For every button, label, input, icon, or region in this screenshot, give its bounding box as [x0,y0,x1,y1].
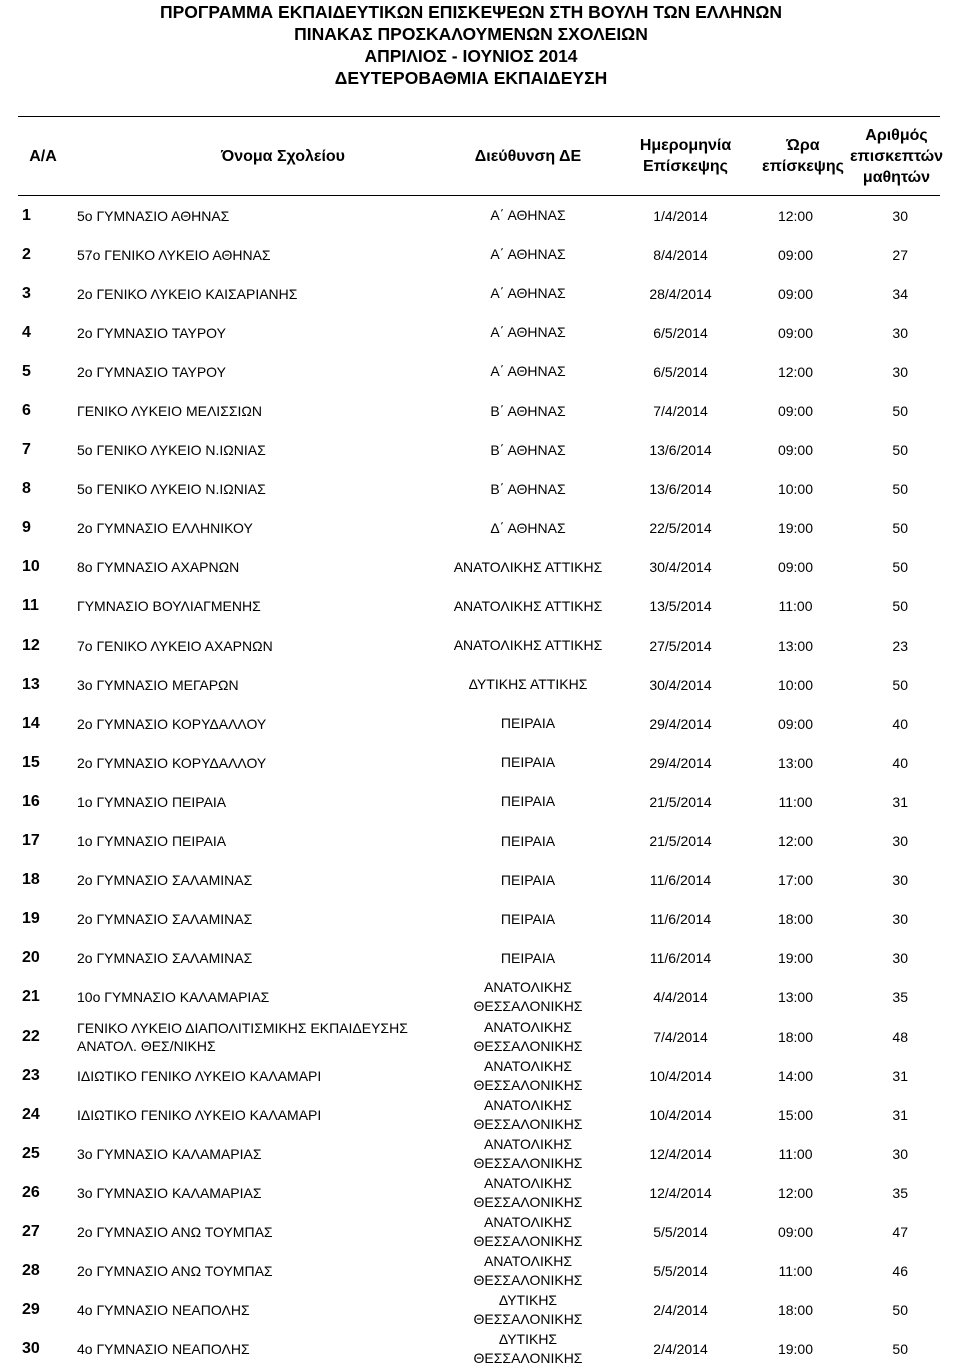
row-number: 18 [22,871,40,889]
school-name: 2ο ΓΥΜΝΑΣΙΟ ΕΛΛΗΝΙΚΟΥ [77,520,253,537]
table-row [18,1330,940,1369]
visit-date: 2/4/2014 [653,1302,708,1319]
table-row [18,431,940,470]
visit-date: 10/4/2014 [649,1106,712,1123]
student-count: 31 [892,793,908,810]
visit-date: 21/5/2014 [649,793,712,810]
school-name: 4ο ΓΥΜΝΑΣΙΟ ΝΕΑΠΟΛΗΣ [77,1341,250,1358]
row-number: 10 [22,558,40,576]
school-name: 1ο ΓΥΜΝΑΣΙΟ ΠΕΙΡΑΙΑ [77,833,227,850]
visit-date: 21/5/2014 [649,833,712,850]
visit-date: 13/5/2014 [649,598,712,615]
visit-time: 12:00 [777,363,814,380]
directorate: Α΄ ΑΘΗΝΑΣ [490,324,566,341]
student-count: 50 [892,403,908,420]
visit-date: 13/6/2014 [649,442,712,459]
school-name: 3ο ΓΥΜΝΑΣΙΟ ΚΑΛΑΜΑΡΙΑΣ [77,1145,262,1162]
row-number: 20 [22,949,40,967]
visit-time: 13:00 [777,754,814,771]
visit-date: 7/4/2014 [653,1028,708,1045]
visit-date: 29/4/2014 [649,754,712,771]
row-number: 16 [22,792,40,810]
visit-date: 27/5/2014 [649,637,712,654]
visit-time: 12:00 [777,207,814,224]
directorate: Δ΄ ΑΘΗΝΑΣ [490,519,566,536]
school-name: 5ο ΓΕΝΙΚΟ ΛΥΚΕΙΟ Ν.ΙΩΝΙΑΣ [77,481,266,498]
table-row [18,1095,940,1134]
visit-time: 18:00 [777,1302,814,1319]
row-number: 8 [22,480,31,498]
row-number: 15 [22,753,40,771]
table-row [18,822,940,861]
school-name: 57ο ΓΕΝΙΚΟ ΛΥΚΕΙΟ ΑΘΗΝΑΣ [77,246,271,263]
row-number: 26 [22,1183,40,1201]
directorate: ΔΥΤΙΚΗΣ ΘΕΣΣΑΛΟΝΙΚΗΣ [473,1331,583,1367]
table-row [18,196,940,235]
visit-date: 12/4/2014 [649,1145,712,1162]
directorate: ΠΕΙΡΑΙΑ [500,793,556,810]
row-number: 4 [22,323,31,341]
table-row [18,861,940,900]
visit-time: 17:00 [777,872,814,889]
school-name: 2ο ΓΥΜΝΑΣΙΟ ΚΟΡΥΔΑΛΛΟΥ [77,754,267,771]
table-row [18,352,940,391]
visit-date: 1/4/2014 [653,207,708,224]
column-header-visitors: Αριθμός επισκεπτών μαθητών [849,126,944,186]
row-number: 5 [22,362,31,380]
visit-date: 12/4/2014 [649,1184,712,1201]
directorate: Β΄ ΑΘΗΝΑΣ [490,480,566,497]
subtitle-line: ΠΙΝΑΚΑΣ ΠΡΟΣΚΑΛΟΥΜΕΝΩΝ ΣΧΟΛΕΙΩΝ [294,24,648,44]
visit-date: 7/4/2014 [653,403,708,420]
row-number: 27 [22,1222,40,1240]
visit-date: 28/4/2014 [649,285,712,302]
visit-time: 13:00 [777,637,814,654]
visit-time: 09:00 [777,285,814,302]
visit-time: 09:00 [777,1223,814,1240]
student-count: 30 [892,1145,908,1162]
student-count: 31 [892,1067,908,1084]
school-name: 5ο ΓΥΜΝΑΣΙΟ ΑΘΗΝΑΣ [77,207,230,224]
student-count: 34 [892,285,908,302]
directorate: ΑΝΑΤΟΛΙΚΗΣ ΘΕΣΣΑΛΟΝΙΚΗΣ [473,1253,583,1289]
school-name: 2ο ΓΥΜΝΑΣΙΟ ΤΑΥΡΟΥ [77,363,226,380]
directorate: ΔΥΤΙΚΗΣ ΑΤΤΙΚΗΣ [468,676,588,693]
table-row [18,1212,940,1251]
table-row [18,743,940,782]
visit-time: 18:00 [777,1028,814,1045]
school-name: 8ο ΓΥΜΝΑΣΙΟ ΑΧΑΡΝΩΝ [77,559,240,576]
table-row [18,665,940,704]
table-row [18,391,940,430]
row-number: 2 [22,245,31,263]
student-count: 30 [892,950,908,967]
student-count: 46 [892,1263,908,1280]
table-row [18,470,940,509]
student-count: 50 [892,1302,908,1319]
row-number: 7 [22,441,31,459]
visit-date: 6/5/2014 [653,363,708,380]
school-name: ΓΕΝΙΚΟ ΛΥΚΕΙΟ ΔΙΑΠΟΛΙΤΙΣΜΙΚΗΣ ΕΚΠΑΙΔΕΥΣΗΣ ΑΝΑΤΟΛ. ΘΕΣ/ΝΙΚΗΣ [77,1019,408,1054]
school-name: ΙΔΙΩΤΙΚΟ ΓΕΝΙΚΟ ΛΥΚΕΙΟ ΚΑΛΑΜΑΡΙ [77,1067,322,1084]
school-name: 2ο ΓΥΜΝΑΣΙΟ ΣΑΛΑΜΙΝΑΣ [77,911,253,928]
student-count: 30 [892,207,908,224]
row-number: 1 [22,206,31,224]
student-count: 35 [892,989,908,1006]
document-header [0,0,960,89]
title-line: ΠΡΟΓΡΑΜΜΑ ΕΚΠΑΙΔΕΥΤΙΚΩΝ ΕΠΙΣΚΕΨΕΩΝ ΣΤΗ ΒΟΥΛΗ ΤΩΝ ΕΛΛΗΝΩΝ [159,2,783,22]
student-count: 30 [892,833,908,850]
student-count: 50 [892,598,908,615]
directorate: Α΄ ΑΘΗΝΑΣ [490,207,566,224]
row-number: 9 [22,519,31,537]
directorate: ΑΝΑΤΟΛΙΚΗΣ ΑΤΤΙΚΗΣ [453,558,603,575]
table-header [18,116,944,196]
row-number: 6 [22,402,31,420]
visit-time: 12:00 [777,1184,814,1201]
table-row [18,274,940,313]
visit-time: 11:00 [778,793,813,810]
table-row [18,1056,940,1095]
row-number: 22 [22,1027,40,1045]
school-name: ΙΔΙΩΤΙΚΟ ΓΕΝΙΚΟ ΛΥΚΕΙΟ ΚΑΛΑΜΑΡΙ [77,1106,322,1123]
student-count: 50 [892,559,908,576]
directorate: ΠΕΙΡΑΙΑ [500,832,556,849]
visit-date: 5/5/2014 [653,1223,708,1240]
period-line: ΑΠΡΙΛΙΟΣ - ΙΟΥΝΙΟΣ 2014 [364,46,578,66]
visit-time: 11:00 [778,1263,813,1280]
student-count: 35 [892,1184,908,1201]
school-name: 5ο ΓΕΝΙΚΟ ΛΥΚΕΙΟ Ν.ΙΩΝΙΑΣ [77,442,266,459]
table-row [18,704,940,743]
student-count: 50 [892,676,908,693]
school-name: 1ο ΓΥΜΝΑΣΙΟ ΠΕΙΡΑΙΑ [77,793,227,810]
column-header-date: Ημερομηνία Επίσκεψης [639,137,732,175]
school-name: 4ο ΓΥΜΝΑΣΙΟ ΝΕΑΠΟΛΗΣ [77,1302,250,1319]
education-level-line: ΔΕΥΤΕΡΟΒΑΘΜΙΑ ΕΚΠΑΙΔΕΥΣΗ [334,68,608,88]
school-name: 2ο ΓΥΜΝΑΣΙΟ ΑΝΩ ΤΟΥΜΠΑΣ [77,1223,273,1240]
table-row [18,587,940,626]
visit-time: 11:00 [778,1145,813,1162]
student-count: 50 [892,520,908,537]
visit-time: 15:00 [777,1106,814,1123]
directorate: Α΄ ΑΘΗΝΑΣ [490,285,566,302]
visit-date: 30/4/2014 [649,559,712,576]
school-name: 2ο ΓΥΜΝΑΣΙΟ ΤΑΥΡΟΥ [77,324,226,341]
directorate: Β΄ ΑΘΗΝΑΣ [490,441,566,458]
row-number: 23 [22,1066,40,1084]
directorate: Α΄ ΑΘΗΝΑΣ [490,363,566,380]
visit-date: 6/5/2014 [653,324,708,341]
row-number: 21 [22,988,40,1006]
table-row [18,548,940,587]
visit-date: 29/4/2014 [649,715,712,732]
student-count: 30 [892,872,908,889]
directorate: Β΄ ΑΘΗΝΑΣ [490,402,566,419]
directorate: ΑΝΑΤΟΛΙΚΗΣ ΑΤΤΙΚΗΣ [453,637,603,654]
directorate: ΠΕΙΡΑΙΑ [500,871,556,888]
student-count: 50 [892,1341,908,1358]
visit-time: 09:00 [777,403,814,420]
table-row [18,626,940,665]
row-number: 19 [22,910,40,928]
directorate: ΑΝΑΤΟΛΙΚΗΣ ΘΕΣΣΑΛΟΝΙΚΗΣ [473,1135,583,1171]
table-row [18,978,940,1017]
table-row [18,1252,940,1291]
visit-time: 19:00 [777,950,814,967]
directorate: ΠΕΙΡΑΙΑ [500,754,556,771]
directorate: ΑΝΑΤΟΛΙΚΗΣ ΘΕΣΣΑΛΟΝΙΚΗΣ [473,1057,583,1093]
visit-time: 19:00 [777,520,814,537]
row-number: 13 [22,675,40,693]
visit-date: 13/6/2014 [649,481,712,498]
row-number: 24 [22,1105,40,1123]
visit-date: 30/4/2014 [649,676,712,693]
visit-date: 11/6/2014 [649,950,712,967]
student-count: 50 [892,481,908,498]
schools-table [18,116,944,1369]
directorate: ΑΝΑΤΟΛΙΚΗΣ ΘΕΣΣΑΛΟΝΙΚΗΣ [473,1213,583,1249]
table-row [18,1173,940,1212]
row-number: 3 [22,284,31,302]
visit-time: 09:00 [777,324,814,341]
directorate: ΠΕΙΡΑΙΑ [500,715,556,732]
directorate: ΑΝΑΤΟΛΙΚΗΣ ΘΕΣΣΑΛΟΝΙΚΗΣ [473,1018,583,1054]
student-count: 31 [892,1106,908,1123]
directorate: ΑΝΑΤΟΛΙΚΗΣ ΑΤΤΙΚΗΣ [453,597,603,614]
school-name: 3ο ΓΥΜΝΑΣΙΟ ΜΕΓΑΡΩΝ [77,676,239,693]
visit-date: 11/6/2014 [649,872,712,889]
row-number: 14 [22,714,40,732]
student-count: 40 [892,754,908,771]
visit-time: 09:00 [777,715,814,732]
table-row [18,235,940,274]
school-name: 7ο ΓΕΝΙΚΟ ΛΥΚΕΙΟ ΑΧΑΡΝΩΝ [77,637,273,654]
visit-time: 10:00 [777,676,814,693]
school-name: 2ο ΓΕΝΙΚΟ ΛΥΚΕΙΟ ΚΑΙΣΑΡΙΑΝΗΣ [77,285,298,302]
student-count: 50 [892,442,908,459]
visit-date: 22/5/2014 [649,520,712,537]
visit-time: 09:00 [777,246,814,263]
table-row [18,900,940,939]
row-number: 30 [22,1340,40,1358]
visit-date: 10/4/2014 [649,1067,712,1084]
column-header-directorate: Διεύθυνση ΔΕ [474,147,582,165]
student-count: 23 [892,637,908,654]
visit-time: 09:00 [777,559,814,576]
school-name: ΓΥΜΝΑΣΙΟ ΒΟΥΛΙΑΓΜΕΝΗΣ [77,598,261,615]
directorate: ΑΝΑΤΟΛΙΚΗΣ ΘΕΣΣΑΛΟΝΙΚΗΣ [473,979,583,1015]
school-name: 2ο ΓΥΜΝΑΣΙΟ ΣΑΛΑΜΙΝΑΣ [77,950,253,967]
visit-time: 11:00 [778,598,813,615]
row-number: 11 [22,597,39,615]
student-count: 30 [892,911,908,928]
row-number: 28 [22,1262,40,1280]
table-row [18,313,940,352]
student-count: 47 [892,1223,908,1240]
row-number: 25 [22,1144,40,1162]
student-count: 30 [892,324,908,341]
table-row [18,939,940,978]
table-body [18,196,940,1369]
student-count: 48 [892,1028,908,1045]
visit-time: 13:00 [777,989,814,1006]
visit-date: 8/4/2014 [653,246,708,263]
visit-time: 10:00 [777,481,814,498]
visit-date: 11/6/2014 [649,911,712,928]
visit-time: 12:00 [777,833,814,850]
directorate: ΔΥΤΙΚΗΣ ΘΕΣΣΑΛΟΝΙΚΗΣ [473,1292,583,1328]
school-name: 2ο ΓΥΜΝΑΣΙΟ ΚΟΡΥΔΑΛΛΟΥ [77,715,267,732]
student-count: 40 [892,715,908,732]
school-name: 2ο ΓΥΜΝΑΣΙΟ ΑΝΩ ΤΟΥΜΠΑΣ [77,1263,273,1280]
table-row [18,1134,940,1173]
directorate: ΠΕΙΡΑΙΑ [500,949,556,966]
column-header-time: Ώρα επίσκεψης [762,137,844,175]
school-name: 10ο ΓΥΜΝΑΣΙΟ ΚΑΛΑΜΑΡΙΑΣ [77,989,270,1006]
row-number: 17 [22,832,40,850]
column-header-aa: Α/Α [29,147,57,165]
visit-date: 2/4/2014 [653,1341,708,1358]
visit-date: 4/4/2014 [653,989,708,1006]
visit-time: 18:00 [777,911,814,928]
visit-time: 14:00 [777,1067,814,1084]
directorate: ΑΝΑΤΟΛΙΚΗΣ ΘΕΣΣΑΛΟΝΙΚΗΣ [473,1096,583,1132]
directorate: ΑΝΑΤΟΛΙΚΗΣ ΘΕΣΣΑΛΟΝΙΚΗΣ [473,1174,583,1210]
directorate: ΠΕΙΡΑΙΑ [500,910,556,927]
student-count: 27 [892,246,908,263]
visit-time: 09:00 [777,442,814,459]
directorate: Α΄ ΑΘΗΝΑΣ [490,246,566,263]
table-row [18,509,940,548]
column-header-school: Όνομα Σχολείου [221,147,345,165]
school-name: 3ο ΓΥΜΝΑΣΙΟ ΚΑΛΑΜΑΡΙΑΣ [77,1184,262,1201]
visit-time: 19:00 [777,1341,814,1358]
table-row [18,1291,940,1330]
student-count: 30 [892,363,908,380]
table-row [18,1017,940,1056]
table-row [18,782,940,821]
school-name: ΓΕΝΙΚΟ ΛΥΚΕΙΟ ΜΕΛΙΣΣΙΩΝ [77,403,262,420]
visit-date: 5/5/2014 [653,1263,708,1280]
row-number: 12 [22,636,40,654]
row-number: 29 [22,1301,40,1319]
school-name: 2ο ΓΥΜΝΑΣΙΟ ΣΑΛΑΜΙΝΑΣ [77,872,253,889]
